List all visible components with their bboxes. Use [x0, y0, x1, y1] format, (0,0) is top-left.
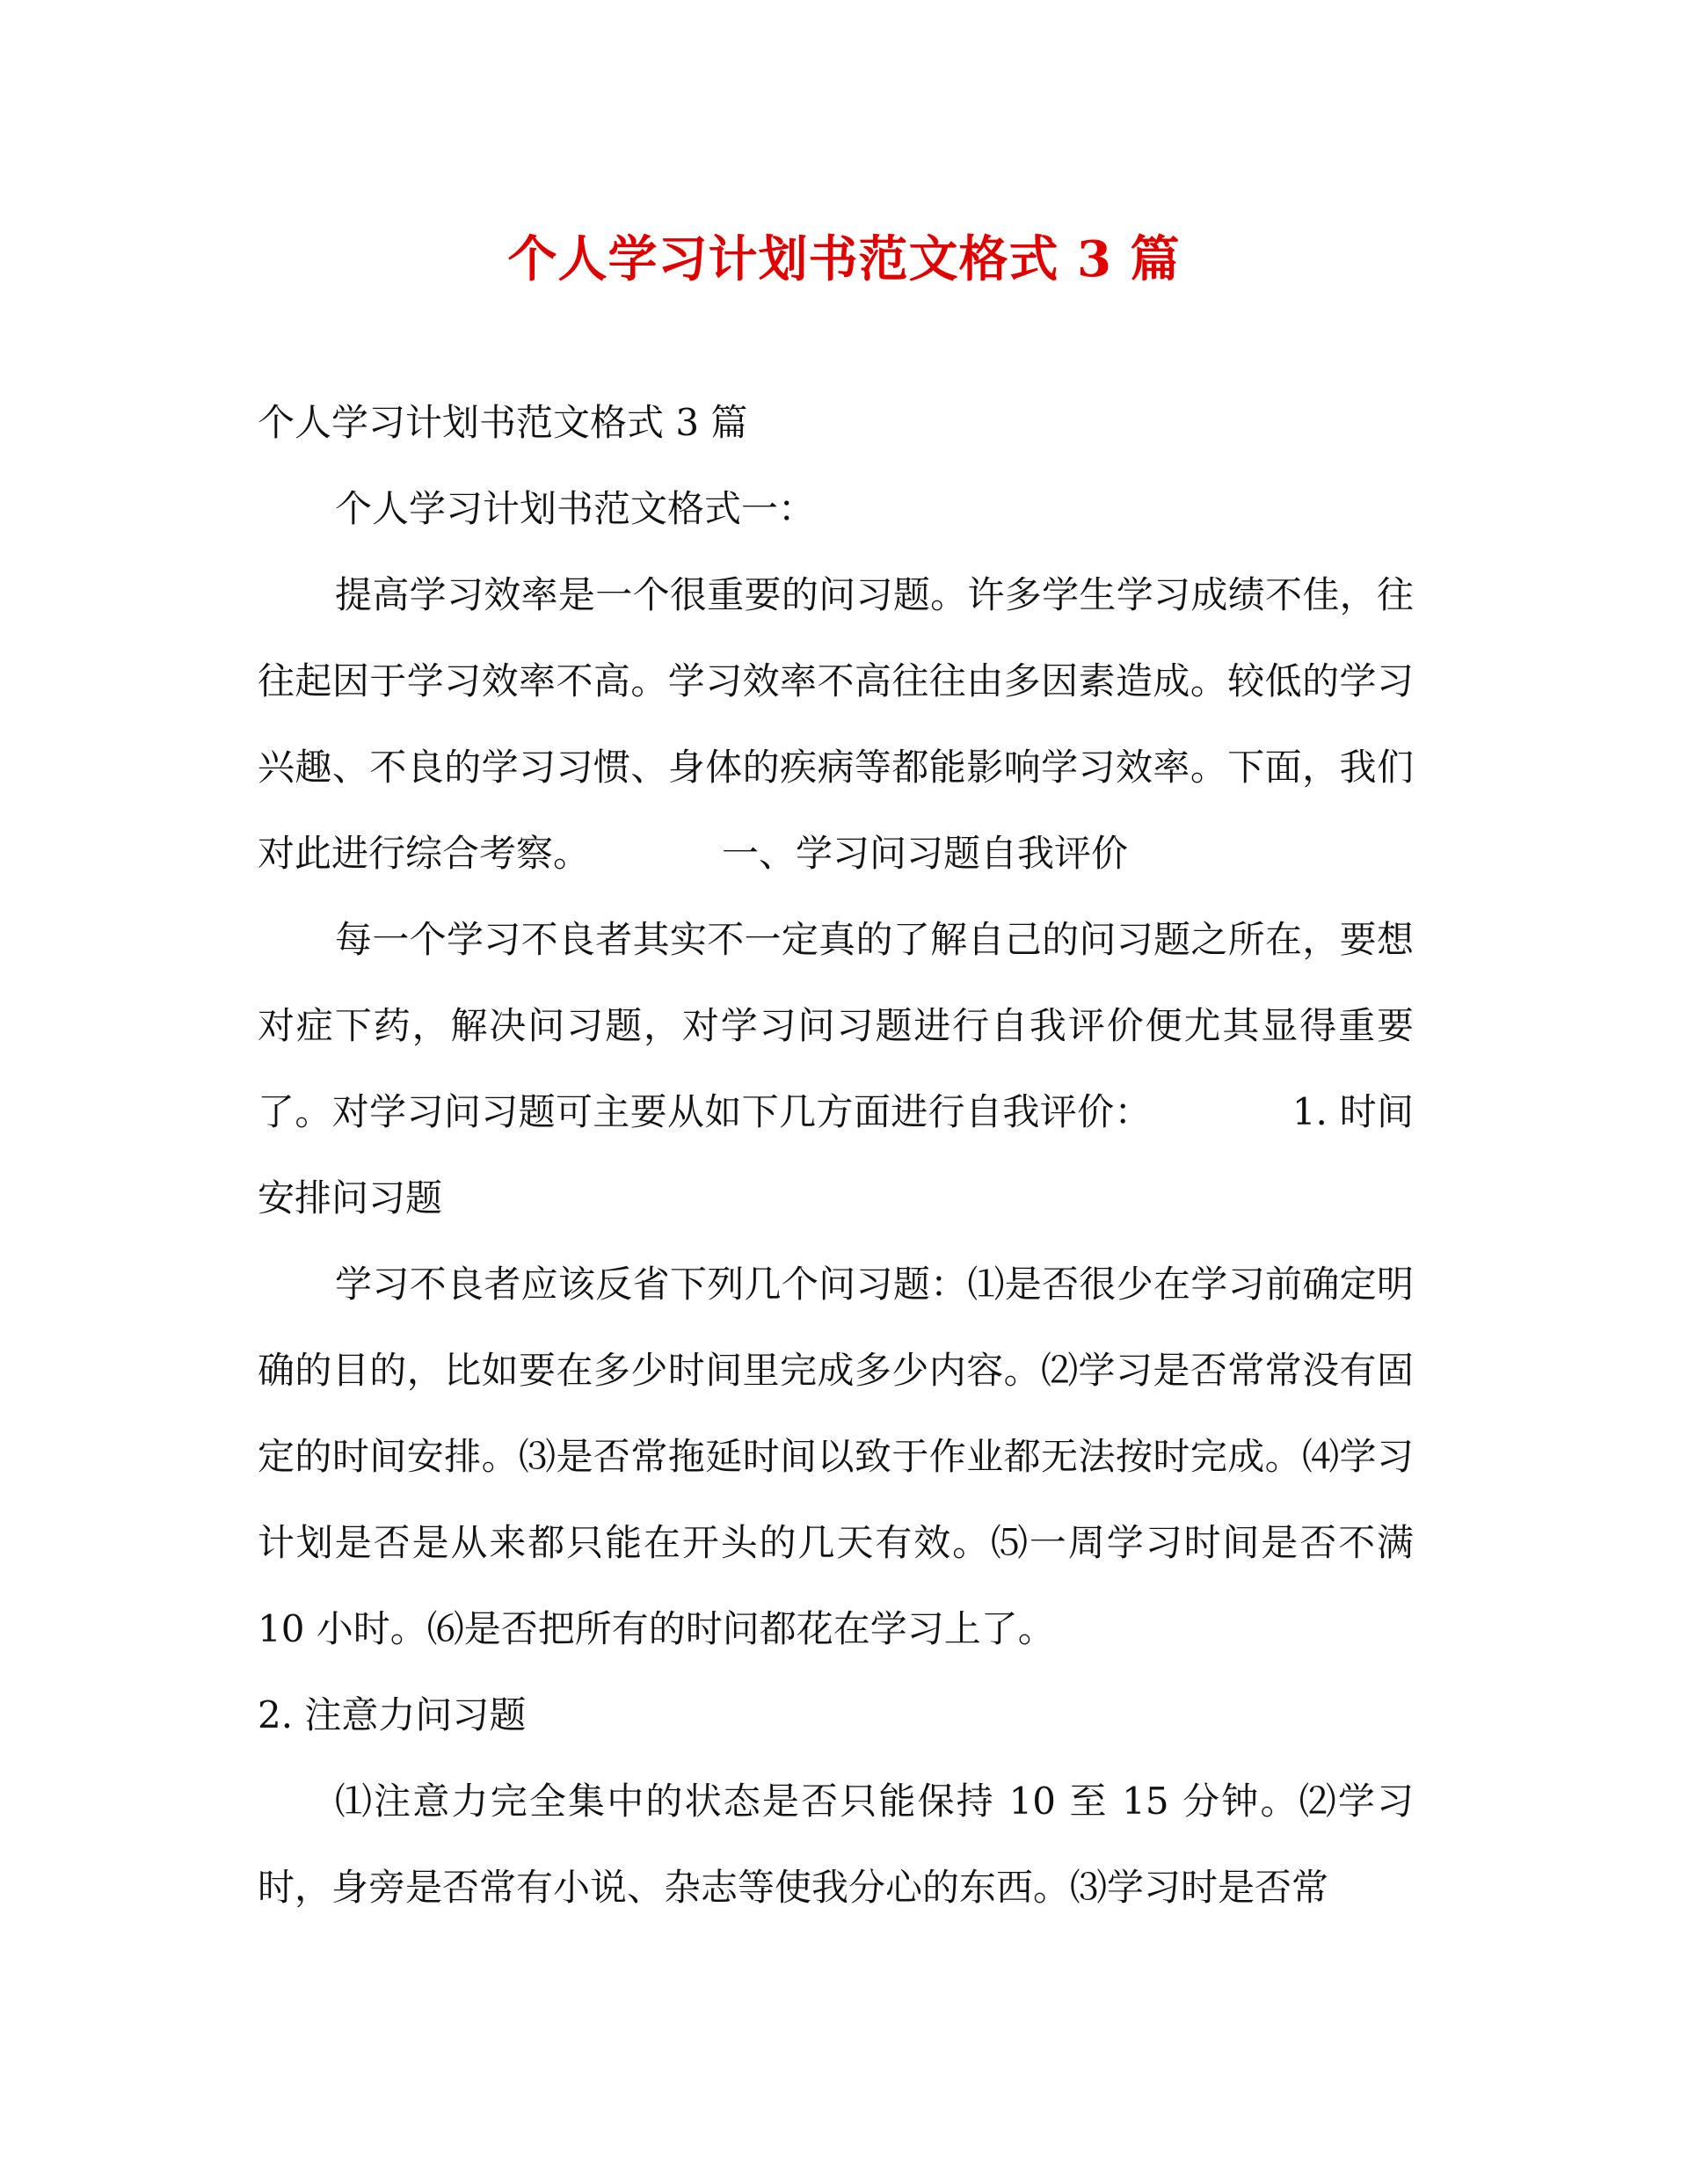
heading-time-arrangement: 1. 时间安排问习题 [258, 1090, 1414, 1219]
heading-self-evaluation: 一、学习问习题自我评价 [722, 832, 1129, 875]
heading-attention: 2. 注意力问习题 [258, 1693, 527, 1736]
document-body [258, 380, 1414, 1931]
paragraph-1 [258, 552, 1414, 897]
subtitle: 个人学习计划书范文格式 3 篇 [258, 401, 748, 444]
paragraph-4: ⑴注意力完全集中的状态是否只能保持 10 至 15 分钟。⑵学习时，身旁是否常有小说、杂志等使我分心的东西。⑶学习时是否常 [258, 1780, 1414, 1909]
document-title: 个人学习计划书范文格式 3 篇 [507, 230, 1181, 288]
paragraph-1-text: 提高学习效率是一个很重要的问习题。许多学生学习成绩不佳，往往起因于学习效率不高。学习效率不高往往由多因素造成。较低的学习兴趣、不良的学习习惯、身体的疾病等都能影响学习效率。下面，我们对此进行综合考察。 [258, 573, 1414, 875]
paragraph-2 [258, 897, 1414, 1241]
paragraph-2-text: 每一个学习不良者其实不一定真的了解自己的问习题之所在，要想对症下药，解决问习题，对学习问习题进行自我评价便尤其显得重要了。对学习问习题可主要从如下几方面进行自我评价： [258, 918, 1414, 1133]
section-one-heading: 个人学习计划书范文格式一： [335, 487, 816, 530]
paragraph-3: 学习不良者应该反省下列几个问习题：⑴是否很少在学习前确定明确的目的，比如要在多少时间里完成多少内容。⑵学习是否常常没有固定的时间安排。⑶是否常拖延时间以致于作业都无法按时完成。⑷学习计划是否是从来都只能在开头的几天有效。⑸一周学习时间是否不满 10 小时。⑹是否把所有的时问都花在学习上了。 [258, 1263, 1414, 1650]
